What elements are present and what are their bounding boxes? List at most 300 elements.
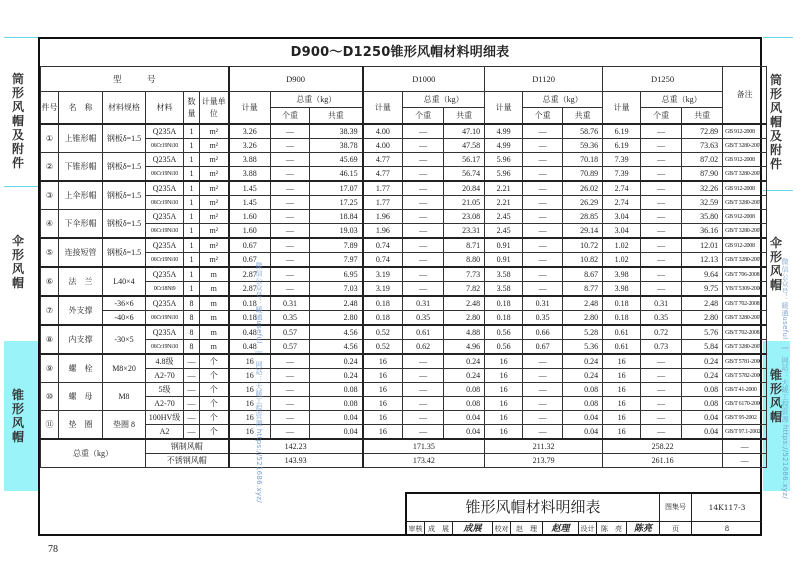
measure-value: 0.91 (485, 238, 523, 253)
item-unit: m (200, 267, 229, 282)
sum-weight-value: 26.29 (563, 196, 603, 210)
item-no: ② (41, 153, 59, 182)
measure-value: 0.18 (363, 296, 403, 311)
measure-value: 5.96 (485, 167, 523, 182)
measure-value: 16 (229, 383, 271, 397)
item-spec: -40×6 (103, 311, 146, 326)
total-d900: 143.93 (229, 454, 363, 468)
item-unit: m (200, 311, 229, 326)
item-remark: GB/T 3280-2007 (723, 340, 767, 355)
table-row (41, 340, 767, 355)
measure-value: 16 (485, 397, 523, 411)
item-spec: -30×5 (103, 325, 146, 354)
sum-weight-value: 32.59 (682, 196, 723, 210)
section-divider (4, 186, 38, 187)
sum-weight-value: 2.48 (310, 296, 363, 311)
sum-weight-value: 2.80 (563, 311, 603, 326)
unit-weight-value: — (641, 124, 682, 139)
measure-value: 16 (229, 369, 271, 383)
item-material: A2 (146, 425, 184, 440)
sum-weight-value: 21.05 (444, 196, 485, 210)
measure-value: 16 (229, 411, 271, 425)
item-no: ⑨ (41, 354, 59, 383)
unit-weight-value: — (523, 354, 563, 369)
sum-weight-value: 8.77 (563, 282, 603, 297)
item-qty: 8 (184, 340, 200, 355)
atlas-no-label: 图集号 (660, 494, 692, 522)
measure-value: 1.96 (363, 210, 403, 224)
unit-weight-value: — (641, 210, 682, 224)
item-unit: m² (200, 210, 229, 224)
unit-weight-value: — (403, 139, 444, 153)
measure-value: 1.45 (229, 196, 271, 210)
sum-weight-value: 0.24 (563, 354, 603, 369)
unit-weight-value: — (523, 397, 563, 411)
item-name: 下锥形帽 (59, 153, 103, 182)
total-d900: 142.23 (229, 439, 363, 454)
table-row (41, 153, 767, 167)
item-remark: GB 912-2008 (723, 238, 767, 253)
item-unit: m² (200, 139, 229, 153)
reviewer-signature: 成展 (453, 522, 493, 536)
d1000-measure-header: 计量 (363, 92, 403, 125)
measure-value: 0.18 (363, 311, 403, 326)
item-remark: GB/T 706-2008 (723, 267, 767, 282)
measure-value: 4.00 (363, 139, 403, 153)
unit-weight-value: 0.57 (271, 340, 310, 355)
measure-value: 0.52 (363, 325, 403, 340)
measure-value: 2.74 (603, 196, 641, 210)
unit-weight-value: 0.73 (641, 340, 682, 355)
col-unit-header: 计量单位 (200, 92, 229, 125)
measure-value: 0.18 (485, 296, 523, 311)
unit-weight-value: 0.67 (523, 340, 563, 355)
sum-weight-value: 35.80 (682, 210, 723, 224)
review-label: 审核 (407, 522, 425, 536)
measure-value: 16 (603, 354, 641, 369)
sum-weight-value: 0.04 (563, 425, 603, 440)
designer-signature: 陈亮 (627, 522, 660, 536)
d1120-total-weight-header: 总重（kg） (523, 92, 603, 108)
measure-value: 0.18 (229, 296, 271, 311)
unit-weight-value: 0.72 (641, 325, 682, 340)
item-qty: — (184, 397, 200, 411)
item-material: 100HV级 (146, 411, 184, 425)
item-remark: GB/T 3280-2007 (723, 167, 767, 182)
design-label: 设计 (579, 522, 597, 536)
sum-weight-value: 5.36 (563, 340, 603, 355)
item-remark: GB/T 5782-2000 (723, 369, 767, 383)
unit-weight-value: — (271, 383, 310, 397)
side-tab-umbrella-right[interactable]: 伞形风帽 (770, 236, 783, 292)
sum-weight-value: 17.07 (310, 181, 363, 196)
sum-weight-value: 87.90 (682, 167, 723, 182)
total-row-name: 不锈钢风帽 (146, 454, 229, 468)
section-divider (763, 37, 793, 38)
item-material: 06Cr19Ni10 (146, 196, 184, 210)
item-unit: m² (200, 238, 229, 253)
unit-weight-value: — (403, 425, 444, 440)
size-header-d1120: D1120 (485, 67, 603, 92)
signature-row (407, 522, 762, 536)
sum-weight-value: 8.67 (563, 267, 603, 282)
sum-weight-value: 0.04 (563, 411, 603, 425)
table-row (41, 369, 767, 383)
sum-weight-value: 26.02 (563, 181, 603, 196)
measure-value: 16 (485, 383, 523, 397)
total-d1000: 171.35 (363, 439, 485, 454)
unit-weight-value: — (641, 224, 682, 239)
unit-weight-value: — (641, 167, 682, 182)
item-material: Q235A (146, 267, 184, 282)
item-qty: — (184, 369, 200, 383)
item-spec: M8 (103, 383, 146, 411)
sum-weight-value: 18.84 (310, 210, 363, 224)
section-divider (763, 190, 793, 191)
sum-weight-value: 0.24 (310, 369, 363, 383)
item-remark: GB/T 3280-2007 (723, 311, 767, 326)
unit-weight-value: — (641, 139, 682, 153)
measure-value: 3.98 (603, 267, 641, 282)
unit-weight-value: — (641, 282, 682, 297)
item-material: 06Cr19Ni10 (146, 340, 184, 355)
item-unit: m (200, 296, 229, 311)
measure-value: 0.48 (229, 325, 271, 340)
item-qty: 1 (184, 238, 200, 253)
unit-weight-value: — (523, 181, 563, 196)
item-remark: GB 912-2008 (723, 210, 767, 224)
item-no: ⑤ (41, 238, 59, 267)
measure-value: 16 (485, 354, 523, 369)
sum-weight-value: 2.80 (310, 311, 363, 326)
item-qty: 1 (184, 253, 200, 268)
measure-value: 2.21 (485, 196, 523, 210)
table-row (41, 383, 767, 397)
unit-weight-value: — (271, 425, 310, 440)
sum-weight-value: 47.58 (444, 139, 485, 153)
item-remark: GB/T 3280-2007 (723, 253, 767, 268)
item-qty: 8 (184, 296, 200, 311)
sum-weight-value: 29.14 (563, 224, 603, 239)
measure-value: 4.77 (363, 153, 403, 167)
item-qty: 8 (184, 311, 200, 326)
measure-value: 7.39 (603, 153, 641, 167)
table-row (41, 167, 767, 182)
item-unit: m² (200, 153, 229, 167)
measure-value: 0.18 (603, 296, 641, 311)
measure-value: 16 (603, 411, 641, 425)
sum-weight-value: 5.76 (682, 325, 723, 340)
sum-weight-value: 2.48 (682, 296, 723, 311)
item-material: 06Cr19Ni10 (146, 139, 184, 153)
measure-value: 16 (363, 383, 403, 397)
measure-value: 4.99 (485, 124, 523, 139)
measure-value: 1.77 (363, 181, 403, 196)
col-spec-header: 材料规格 (103, 92, 146, 125)
size-header-d900: D900 (229, 67, 363, 92)
sum-weight-value: 10.72 (563, 238, 603, 253)
item-spec: 钢板δ=1.5 (103, 181, 146, 210)
unit-weight-value: — (641, 369, 682, 383)
unit-weight-value: — (271, 139, 310, 153)
measure-value: 3.19 (363, 282, 403, 297)
unit-weight-value: — (271, 282, 310, 297)
measure-value: 3.04 (603, 210, 641, 224)
d900-total-weight-header: 总重（kg） (271, 92, 363, 108)
item-material: Q235A (146, 153, 184, 167)
d1250-measure-header: 计量 (603, 92, 641, 125)
remark-header: 备注 (723, 67, 767, 125)
sum-weight-value: 58.76 (563, 124, 603, 139)
item-material: 06Cr19Ni10 (146, 224, 184, 239)
unit-weight-value: — (523, 167, 563, 182)
item-qty: 1 (184, 153, 200, 167)
side-tab-cone-right[interactable]: 锥形风帽 (770, 368, 783, 424)
measure-value: 2.45 (485, 224, 523, 239)
side-tab-cylinder-left[interactable]: 筒形风帽及附件 (12, 72, 25, 170)
sum-weight-value: 9.75 (682, 282, 723, 297)
item-remark: GB/T 95-2002 (723, 411, 767, 425)
side-tab-umbrella-left[interactable]: 伞形风帽 (12, 234, 25, 290)
unit-weight-value: — (271, 167, 310, 182)
sum-weight-value: 0.04 (682, 411, 723, 425)
unit-weight-value: — (271, 238, 310, 253)
unit-weight-value: — (403, 196, 444, 210)
item-spec: L40×4 (103, 267, 146, 296)
unit-weight-value: 0.35 (271, 311, 310, 326)
unit-weight-value: — (271, 124, 310, 139)
item-qty: 1 (184, 196, 200, 210)
unit-weight-value: — (641, 267, 682, 282)
d1250-total-weight-header: 总重（kg） (641, 92, 723, 108)
sum-weight-value: 0.24 (444, 369, 485, 383)
unit-weight-value: — (271, 267, 310, 282)
unit-weight-value: 0.35 (641, 311, 682, 326)
measure-value: 16 (229, 354, 271, 369)
sum-weight-value: 7.89 (310, 238, 363, 253)
item-material: 5级 (146, 383, 184, 397)
measure-value: 2.87 (229, 282, 271, 297)
item-remark: GB/T 3280-2007 (723, 139, 767, 153)
item-no: ⑩ (41, 383, 59, 411)
item-qty: — (184, 383, 200, 397)
unit-weight-value: — (523, 224, 563, 239)
unit-weight-value: — (271, 411, 310, 425)
item-remark: GB 912-2008 (723, 124, 767, 139)
watermark-center: 微信公众号：暖通useful | 网站：大暖工程资源 https://521686.xyz/ (255, 262, 263, 503)
item-name: 法 兰 (59, 267, 103, 296)
unit-weight-value: — (403, 383, 444, 397)
item-qty: 1 (184, 167, 200, 182)
sum-weight-value: 0.08 (563, 397, 603, 411)
measure-value: 3.58 (485, 282, 523, 297)
item-material: Q235A (146, 325, 184, 340)
measure-value: 0.91 (485, 253, 523, 268)
unit-weight-value: 0.35 (403, 311, 444, 326)
item-remark: GB 912-2008 (723, 181, 767, 196)
unit-weight-value: — (403, 124, 444, 139)
checker-name: 赵 理 (511, 522, 543, 536)
watermark-right: 微信公众号：暖通useful | 网站：大暖工程资源 https://521686.xyz/ (781, 258, 789, 499)
sum-weight-value: 8.71 (444, 238, 485, 253)
table-row (41, 196, 767, 210)
sum-weight-value: 38.39 (310, 124, 363, 139)
unit-weight-value: — (403, 224, 444, 239)
measure-value: 1.02 (603, 253, 641, 268)
total-d1120: 213.79 (485, 454, 603, 468)
d1250-unit-weight-header: 个重 (641, 108, 682, 125)
item-unit: m² (200, 196, 229, 210)
unit-weight-value: — (641, 425, 682, 440)
unit-weight-value: — (271, 196, 310, 210)
measure-value: 6.19 (603, 139, 641, 153)
measure-value: 16 (485, 369, 523, 383)
item-material: 06Cr19Ni10 (146, 253, 184, 268)
measure-value: 1.96 (363, 224, 403, 239)
table-row (41, 311, 767, 326)
checker-signature: 赵理 (543, 522, 579, 536)
sum-weight-value: 23.08 (444, 210, 485, 224)
unit-weight-value: 0.66 (523, 325, 563, 340)
measure-value: 16 (363, 369, 403, 383)
sum-weight-value: 59.36 (563, 139, 603, 153)
measure-value: 16 (363, 411, 403, 425)
model-header: 型 号 (41, 67, 229, 92)
sum-weight-value: 87.02 (682, 153, 723, 167)
sum-weight-value: 0.08 (682, 383, 723, 397)
d1000-sum-weight-header: 共重 (444, 108, 485, 125)
measure-value: 16 (229, 425, 271, 440)
sum-weight-value: 0.08 (563, 383, 603, 397)
total-d1000: 173.42 (363, 454, 485, 468)
measure-value: 0.18 (603, 311, 641, 326)
item-spec: M8×20 (103, 354, 146, 383)
measure-value: 5.96 (485, 153, 523, 167)
item-qty: 1 (184, 181, 200, 196)
item-name: 螺 栓 (59, 354, 103, 383)
d900-sum-weight-header: 共重 (310, 108, 363, 125)
item-material: Q235A (146, 181, 184, 196)
unit-weight-value: — (523, 425, 563, 440)
sum-weight-value: 0.24 (563, 369, 603, 383)
measure-value: 0.56 (485, 325, 523, 340)
measure-value: 16 (603, 383, 641, 397)
measure-value: 4.00 (363, 124, 403, 139)
measure-value: 3.26 (229, 124, 271, 139)
item-name: 连接短管 (59, 238, 103, 267)
size-header-d1250: D1250 (603, 67, 723, 92)
item-unit: 个 (200, 411, 229, 425)
side-tab-cone-left[interactable]: 锥形风帽 (12, 388, 25, 444)
item-spec: 钢板δ=1.5 (103, 124, 146, 153)
unit-weight-value: — (403, 238, 444, 253)
drawing-frame (38, 37, 762, 536)
unit-weight-value: — (523, 369, 563, 383)
measure-value: 3.88 (229, 153, 271, 167)
item-no: ③ (41, 181, 59, 210)
item-qty: — (184, 425, 200, 440)
unit-weight-value: — (641, 238, 682, 253)
unit-weight-value: 0.57 (271, 325, 310, 340)
sum-weight-value: 0.08 (444, 397, 485, 411)
measure-value: 16 (603, 425, 641, 440)
table-row (41, 296, 767, 311)
item-qty: 8 (184, 325, 200, 340)
sum-weight-value: 46.15 (310, 167, 363, 182)
page-number: 78 (48, 544, 58, 555)
unit-weight-value: — (641, 397, 682, 411)
measure-value: 4.77 (363, 167, 403, 182)
sum-weight-value: 17.25 (310, 196, 363, 210)
item-name: 下伞形帽 (59, 210, 103, 239)
measure-value: 3.58 (485, 267, 523, 282)
sum-weight-value: 47.10 (444, 124, 485, 139)
item-qty: — (184, 354, 200, 369)
total-remark: — (723, 439, 767, 454)
sum-weight-value: 6.95 (310, 267, 363, 282)
sum-weight-value: 70.18 (563, 153, 603, 167)
unit-weight-value: — (403, 267, 444, 282)
atlas-no: 14K117-3 (692, 494, 762, 522)
sum-weight-value: 4.88 (444, 325, 485, 340)
measure-value: 0.18 (485, 311, 523, 326)
measure-value: 16 (363, 425, 403, 440)
unit-weight-value: — (403, 369, 444, 383)
measure-value: 16 (485, 411, 523, 425)
sum-weight-value: 5.84 (682, 340, 723, 355)
sum-weight-value: 0.24 (444, 354, 485, 369)
table-row (41, 210, 767, 224)
title-block (405, 492, 762, 536)
sum-weight-value: 56.17 (444, 153, 485, 167)
table-row (41, 238, 767, 253)
unit-weight-value: — (641, 181, 682, 196)
item-unit: m² (200, 167, 229, 182)
total-d1250: 261.16 (603, 454, 723, 468)
item-remark: GB/T 6170-2000 (723, 397, 767, 411)
unit-weight-value: 0.31 (641, 296, 682, 311)
unit-weight-value: — (523, 210, 563, 224)
sum-weight-value: 7.03 (310, 282, 363, 297)
unit-weight-value: — (523, 282, 563, 297)
item-name: 上伞形帽 (59, 181, 103, 210)
table-row (41, 224, 767, 239)
unit-weight-value: — (641, 383, 682, 397)
item-material: A2-70 (146, 397, 184, 411)
measure-value: 0.56 (485, 340, 523, 355)
col-no-header: 件号 (41, 92, 59, 125)
measure-value: 1.60 (229, 224, 271, 239)
d1120-sum-weight-header: 共重 (563, 108, 603, 125)
sum-weight-value: 20.84 (444, 181, 485, 196)
item-remark: GB/T 702-2008 (723, 296, 767, 311)
item-spec: 钢板δ=1.5 (103, 153, 146, 182)
sum-weight-value: 0.08 (310, 383, 363, 397)
sum-weight-value: 0.04 (444, 425, 485, 440)
measure-value: 6.19 (603, 124, 641, 139)
measure-value: 1.60 (229, 210, 271, 224)
total-d1250: 258.22 (603, 439, 723, 454)
side-tab-cylinder-right[interactable]: 筒形风帽及附件 (770, 73, 783, 171)
unit-weight-value: — (271, 153, 310, 167)
item-qty: 1 (184, 282, 200, 297)
check-label: 校对 (493, 522, 511, 536)
item-unit: 个 (200, 383, 229, 397)
item-spec: 钢板δ=1.5 (103, 238, 146, 267)
unit-weight-value: — (523, 253, 563, 268)
item-spec: 垫圈 8 (103, 411, 146, 440)
unit-weight-value: 0.62 (403, 340, 444, 355)
